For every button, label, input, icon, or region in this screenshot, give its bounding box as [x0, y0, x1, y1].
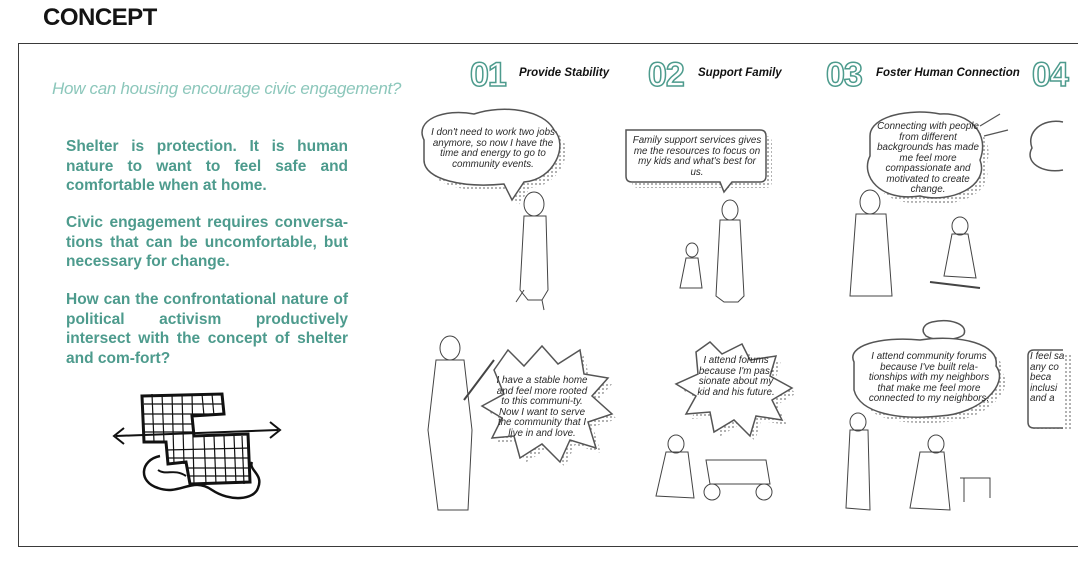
paragraph-civic-engagement: Civic engagement requires conversa-tions that can be uncomfortable, but necessary for change.: [66, 214, 348, 270]
panel-column4-bottom: [1024, 346, 1063, 436]
column-number-03: 03: [826, 56, 862, 94]
shelter-sketch-diagram: [100, 372, 290, 512]
column-title-family: Support Family: [698, 67, 782, 79]
column-number-04: 04: [1032, 56, 1068, 94]
quote-family: Family support services gives me the resources to focus on my kids and what's best for us.: [632, 135, 762, 178]
column-title-human-connection: Foster Human Connection: [876, 67, 1020, 79]
quote-connection-forums: I attend community forums because I've built rela-tionships with my neighbors that make me feel more connected to my neighbors.: [868, 351, 990, 404]
quote-connection: Connecting with people from different backgrounds has made me feel more compassionate and motivated to create change.: [877, 121, 979, 195]
panel-connection-bottom: [840, 318, 1020, 518]
panel-family-bottom: [646, 340, 806, 510]
column-title-stability: Provide Stability: [519, 67, 610, 79]
thought-bubble-cloud-partial: [1022, 112, 1063, 192]
panel-stability-bottom: [424, 330, 620, 520]
page-title: CONCEPT: [43, 4, 157, 31]
paragraph-activism: How can the confrontational nature of political activism productively intersect with the concept of shelter and com-fort?: [66, 291, 348, 367]
guiding-question: How can housing encourage civic engagement?: [52, 79, 402, 98]
quote-stability: I don't need to work two jobs anymore, so now I have the time and energy to go to community events.: [431, 127, 555, 170]
panel-stability-top: [404, 100, 604, 320]
quote-family-forums: I attend forums because I'm pas-sionate about my kid and his future.: [697, 355, 775, 398]
quote-column4: I feel sa any co beca inclusi and a: [1030, 351, 1065, 404]
paragraph-shelter: Shelter is protection. It is human nature to want to feel safe and comfortable when at home.: [66, 138, 348, 194]
panel-connection-top: [840, 106, 1030, 306]
quote-stability-rooted: I have a stable home and feel more rooted to this communi-ty. Now I want to serve the community that I live in and love.: [496, 375, 588, 439]
panel-family-top: [622, 126, 792, 316]
column-number-01: 01: [470, 56, 506, 94]
column-number-02: 02: [648, 56, 684, 94]
thought-bubble-cloud: [840, 318, 1020, 518]
